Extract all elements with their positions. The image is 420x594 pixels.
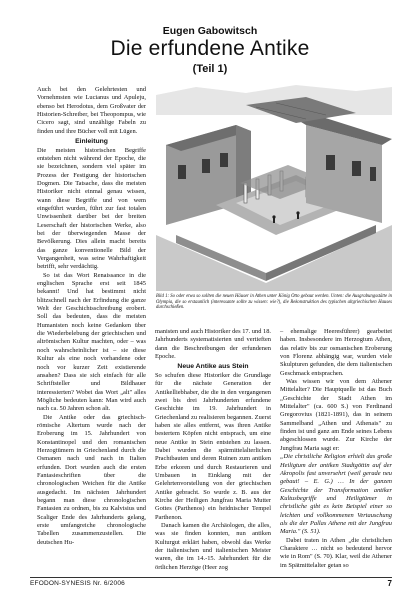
article-title: Die erfundene Antike bbox=[110, 37, 310, 60]
text-column-1 bbox=[37, 86, 146, 570]
section-heading: Neue Antike aus Stein bbox=[177, 362, 249, 370]
paragraph: Die meisten historischen Begriffe entstehen nicht während der Epoche, die sie bezeichnen, sondern viel später im Prozess der Festigung der historischen Dogmen. Die Tatsache, dass die meisten Historiker nicht einmal genau wissen, wann diese Begriffe und von wem eingeführt wurden, führt zur fast totalen Unwissenheit darüber bei der breiten Leserschaft der historischen Werke, also bei der überwiegenden Masse der Bevölkerung. Dies allein macht bereits das ganze konventionelle Bild der Vergangenheit, was seine Wahrhaftigkeit betrifft, sehr verdächtig. bbox=[37, 146, 146, 271]
paragraph: Die Antike oder das griechisch-römische Altertum wurde nach der Eroberung im 15. Jahrhundert von Konstantinopel und den romanischen Herzogtümern in Griechenland durch die Osmanen nach und nach in Italien erfunden. Dort wurden auch die ersten Fantasieschriften über die chronologischen Weichen für die Antike ausgedacht. Im nächsten Jahrhundert begann man diese chronologischen Fantasien zu ordnen, bis zu Kalvisius und Scaliger Ende des Jahrhunderts gelang, erste umfangreiche chronologische Tabellen zusammenzustellen. Die deutschen Hu- bbox=[37, 413, 146, 546]
quote-paragraph bbox=[280, 453, 392, 536]
paragraph: Danach kamen die Archäologen, die alles, was sie finden konnten, nun antiken Kulturgut erklärt haben, obwohl das Werke der italienischen und italienischen Meister waren, die im 14.-15. Jahrhundert für die örtlichen Herzöge (Heer zog bbox=[155, 522, 271, 571]
paragraph: manisten und auch Historiker des 17. und 18. Jahrhunderts systematisierten und vertieften dann die Beschreibungen der erfundenen Epoche. bbox=[155, 328, 271, 361]
footer-divider bbox=[30, 577, 392, 578]
page-number: 7 bbox=[387, 579, 392, 588]
section-heading: Einleitung bbox=[75, 137, 108, 145]
paragraph: So schufen diese Historiker die Grundlage für die nächste Generation der Antikelliebhaber, die die in den vergangenen zwei bis drei Jahrhunderten erfundene Geschichte im 19. Jahrhundert in Griechenland zu realisieren begannen. Zuerst haben sie alles entfernt, was ihren Antike bestertem Köpfen nicht entsprach, um eine neue Antike in Stein entstehen zu lassen. Dabei wurden die spärmittelalterlichen Prachtbauten und deren Ruinen zum antiken Erbe erkoren und durch Restaurieren und Umbauen in Einklang mit der Gelehrtenvorstellung von der griechischen Antike gebracht. So wurde z. B. aus der Kirche der Heiligen Jungfrau Maria Mutter Gottes (Parthenos) ein heidnischer Tempel Parthenon. bbox=[155, 371, 271, 521]
paragraph: Auch bei den Gelehrtesten und Vornehmsten wie Lucianus und Apuleju, ebenso bei Herodotus, dem Großvater der Historien-Schreiber, bei Theopompus, wie Cicero sagt, sind unzählige Fabeln zu finden und ihre Bücher voll mit Lügen. bbox=[37, 86, 146, 135]
text-column-2 bbox=[155, 328, 271, 570]
paragraph: So ist das Wort Renaissance in die englischen Sprache erst seit 1845 bekannt! Und hat bestimmt nicht blitzschnell nach der Erfindung die ganze Welt der Geschichtsschreibung erobert. Soll das bedeuten, dass die meisten Humanisten noch keine Gedanken über die Wiederbelebung der griechischen und altrömischen Kultur machten, oder – was noch wahrscheinlicher ist – sie diese Kultur als eine noch vorhandene oder noch vor kurzer Zeit existierende ansahen? Dass sie sich einfach für alle Schriftsteller und Bildhauer interessierten? Wobei das Wort „alt" alles Mögliche bedeuten kann: Man wird auch nach ca. 50 Jahren schon alt. bbox=[37, 271, 146, 413]
text-column-3 bbox=[280, 328, 392, 570]
paragraph: – ehemalige Heeresführer) gearbeitet haben. Insbesondere im Herzogtum Athen, das relativ bis zur osmanischen Eroberung von Florenz abhängig war, wurden viele Skulpturen gefunden, die dem italienischen Geschmack entsprachen. bbox=[280, 328, 392, 377]
quotation: „Die christliche Religion erhielt das große Heiligtum der antiken Stadtgöttin auf der Akropolis fast unversehrt (weil gerade neu gebaut! – E. G.) … In der ganzen Geschichte der Transformation antiker Kultusbegriffe und Heiligtümer in christliche gibt es kein Beispiel einer so leichten und vollkommenen Vertauschung als die der Pallas Athene mit der Jungfrau Maria." (S. 51). bbox=[280, 453, 392, 536]
paragraph: Dabei traten in Athen „die christlichen Charaktere … nicht so bedeutend hervor wie in Rom" (S. 70). Klar, weil die Athener im Spätmittelalter getan so bbox=[280, 536, 392, 569]
paragraph: Was wissen wir von dem Athener Mittelalter? Die Hauptquelle ist das Buch „Geschichte der Stadt Athen im Mittelalter" (ca. 600 S.) von Ferdinand Gregorovius (1821-1891), das in seinem Sammelband „Athen und Athenais" zu finden ist und ganz am Ende seines Lebens abgeschlossen wurde. Zur Kirche der Jungfrau Maria sagt er: bbox=[280, 378, 392, 452]
author-name: Eugen Gabowitsch bbox=[162, 25, 258, 37]
footer-publication: EFODON-SYNESIS Nr. 6/2006 bbox=[30, 580, 125, 587]
house-reconstruction-figure bbox=[156, 85, 392, 311]
illustration-image bbox=[156, 85, 392, 291]
article-subtitle: (Teil 1) bbox=[192, 63, 228, 75]
figure-caption: Bild 1: So oder etwa so sollten die neuen Häuser in Athen unter König Otto gebaut werden. Unten: die Ausgrabungsstätte in Olympia, die so erstaunlich (interessante sollte zu wissen: wie?), die Rekonstruktion des typischen altgriechischen Hauses durchschießen. bbox=[156, 294, 392, 311]
